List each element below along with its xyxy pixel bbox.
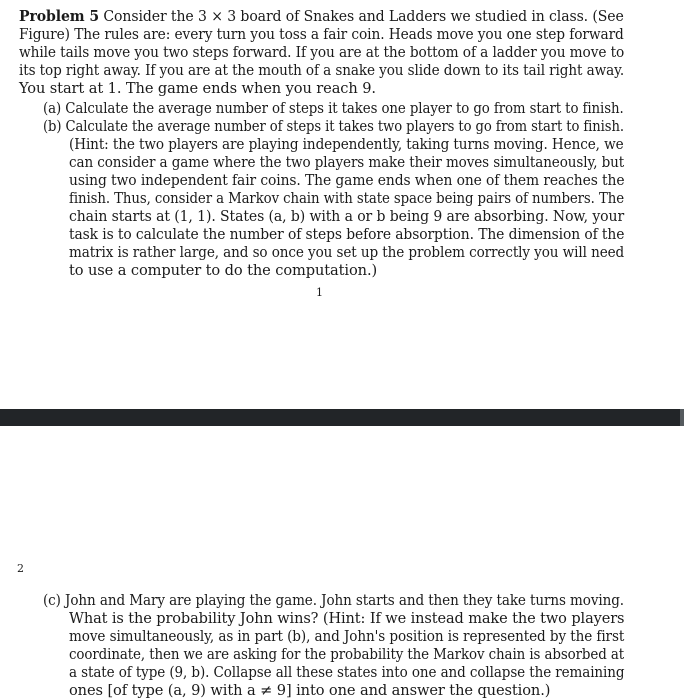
part-b-line-8: to use a computer to do the computation.) <box>69 262 378 279</box>
part-c-line-4: a state of type (9, b). Collapse all these states into one and collapse the remaining <box>69 664 625 681</box>
page-separator-edge <box>680 409 684 426</box>
problem-intro-line-1 <box>19 8 624 26</box>
page-separator <box>0 409 680 426</box>
problem-intro-line-5: You start at 1. The game ends when you reach 9. <box>19 80 376 97</box>
problem-intro-text: Consider the 3 × 3 board of Snakes and Ladders we studied in class. (See <box>103 8 624 25</box>
problem-intro-line-2: Figure) The rules are: every turn you toss a fair coin. Heads move you one step forward <box>19 26 624 43</box>
part-b-line-2: can consider a game where the two players make their moves simultaneously, but <box>69 154 625 171</box>
part-b-first: (b) Calculate the average number of steps it takes two players to go from start to finish. <box>43 118 624 135</box>
problem-intro-line-3: while tails move you two steps forward. If you are at the bottom of a ladder you move to <box>19 44 625 61</box>
part-c-line-3: coordinate, then we are asking for the probability the Markov chain is absorbed at <box>69 646 625 663</box>
page-1 <box>0 0 687 300</box>
part-b-line-6: task is to calculate the number of steps before absorption. The dimension of the <box>69 226 625 243</box>
part-b-line-4: finish. Thus, consider a Markov chain with state space being pairs of numbers. The <box>69 190 624 207</box>
problem-heading: Problem 5 <box>19 8 100 25</box>
part-a: (a) Calculate the average number of steps it takes one player to go from start to finish. <box>43 100 624 117</box>
part-b-line-1: (Hint: the two players are playing independently, taking turns moving. Hence, we <box>69 136 624 153</box>
part-b-line-7: matrix is rather large, and so once you set up the problem correctly you will need <box>69 244 625 261</box>
page-number-1: 1 <box>316 286 323 299</box>
part-c-first: (c) John and Mary are playing the game. John starts and then they take turns moving. <box>43 592 624 609</box>
page-number-2: 2 <box>17 562 24 575</box>
part-c-line-1: What is the probability John wins? (Hint: If we instead make the two players <box>69 610 625 627</box>
part-c-line-2: move simultaneously, as in part (b), and John's position is represented by the first <box>69 628 625 645</box>
problem-intro-line-4: its top right away. If you are at the mouth of a snake you slide down to its tail right away. <box>19 62 625 79</box>
part-b-line-3: using two independent fair coins. The game ends when one of them reaches the <box>69 172 625 189</box>
part-b-line-5: chain starts at (1, 1). States (a, b) with a or b being 9 are absorbing. Now, your <box>69 208 625 225</box>
part-c-line-5: ones [of type (a, 9) with a ≠ 9] into one and answer the question.) <box>69 682 551 699</box>
